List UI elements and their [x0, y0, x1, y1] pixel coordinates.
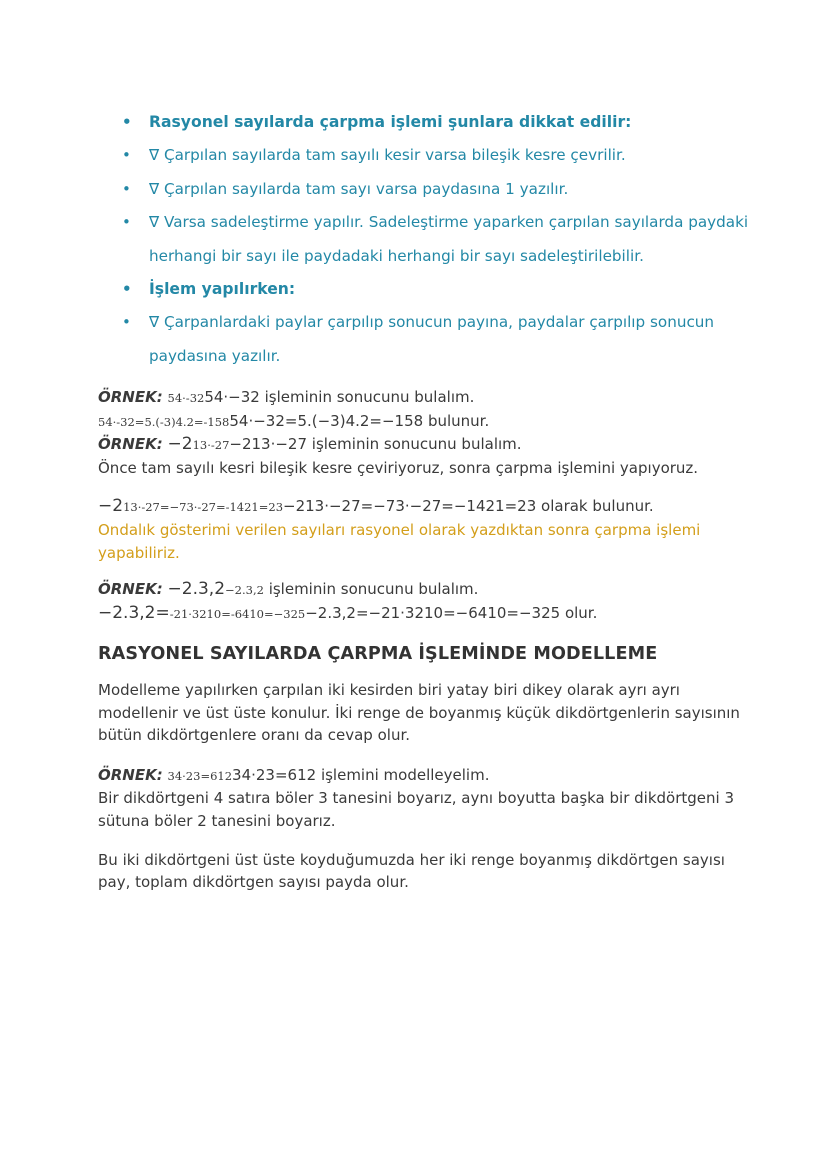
list-item: • ∇ Çarpılan sayılarda tam sayı varsa paydasına 1 yazılır. [122, 173, 752, 206]
example-3: ÖRNEK: −2.3,2−2.3,2 işleminin sonucunu bulalım. [98, 579, 479, 600]
example-3-solution: −2.3,2=-21·3210=-6410=−325−2.3,2=−21·3210=−6410=−325 olur. [98, 602, 598, 623]
list-item: • ∇ Çarpılan sayılarda tam sayılı kesir varsa bileşik kesre çevrilir. [122, 139, 752, 172]
example-2-solution: −213·-27=−73·-27=-1421=23−213·−27=−73·−27=−1421=23 olarak bulunur. [98, 496, 654, 517]
example-1-solution: 54·-32=5.(-3)4.2=-15854·−32=5.(−3)4.2=−158 bulunur. [98, 411, 490, 430]
example-2-note: Önce tam sayılı kesri bileşik kesre çeviriyoruz, sonra çarpma işlemini yapıyoruz. [98, 458, 699, 477]
model-paragraph: Modelleme yapılırken çarpılan iki kesirden biri yatay biri dikey olarak ayrı ayrı modellenir ve üst üste konulur. İki renge de boyanmış küçük dikdörtgenlerin sayısının bütün dikdörtgenlere oranı da cevap olur. [98, 681, 740, 745]
list-item: • Rasyonel sayılarda çarpma işlemi şunlara dikkat edilir: [122, 106, 752, 139]
example-4: ÖRNEK: 34·23=61234·23=612 işlemini modelleyelim. [98, 765, 490, 784]
rules-list [122, 106, 752, 373]
list-item: • ∇ Çarpanlardaki paylar çarpılıp sonucun payına, paydalar çarpılıp sonucun paydasına yazılır. [122, 306, 752, 373]
decimal-note: Ondalık gösterimi verilen sayıları rasyonel olarak yazdıktan sonra çarpma işlemi yapabiliriz. [98, 520, 701, 562]
examples-block [98, 386, 748, 625]
final-paragraph: Bu iki dikdörtgeni üst üste koyduğumuzda her iki renge boyanmış dikdörtgen sayısı pay, toplam dikdörtgen sayısı payda olur. [98, 850, 725, 892]
list-item: • ∇ Varsa sadeleştirme yapılır. Sadeleştirme yaparken çarpılan sayılarda paydaki herhangi bir sayı ile paydadaki herhangi bir sayı sadeleştirilebilir. [122, 206, 752, 273]
example-2: ÖRNEK: −213·-27−213·−27 işleminin sonucunu bulalım. [98, 434, 522, 455]
example-1: ÖRNEK: 54·-3254·−32 işleminin sonucunu bulalım. [98, 388, 475, 406]
list-item: • İşlem yapılırken: [122, 273, 752, 306]
section-heading: RASYONEL SAYILARDA ÇARPMA İŞLEMİNDE MODELLEME [98, 644, 658, 664]
modelling-block [98, 679, 748, 894]
example-4-note: Bir dikdörtgeni 4 satıra böler 3 tanesini boyarız, aynı boyutta başka bir dikdörtgeni 3 sütuna böler 2 tanesini boyarız. [98, 789, 734, 830]
